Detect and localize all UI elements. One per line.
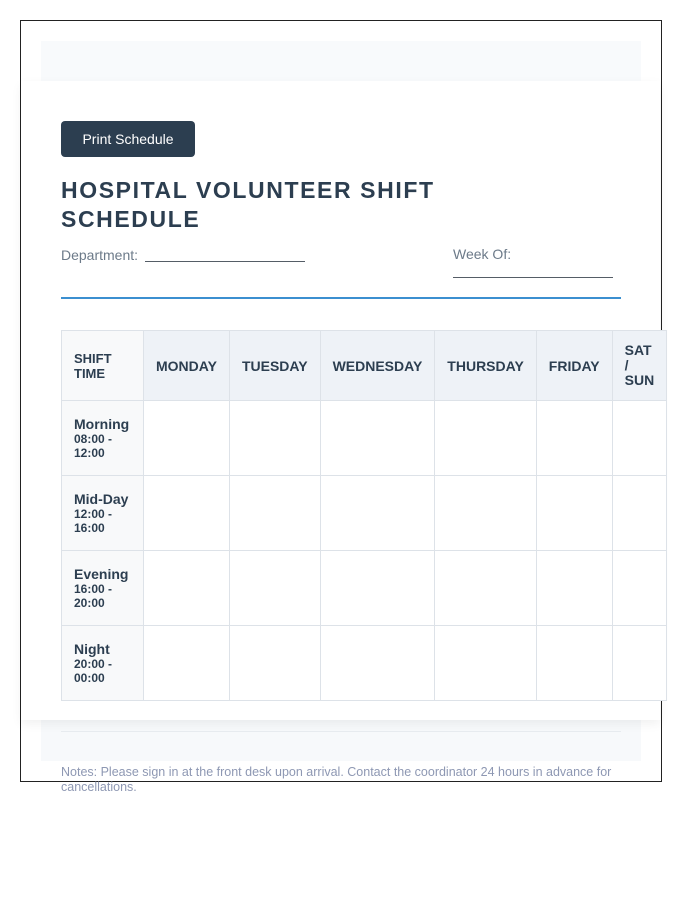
slot-night-sat-sun[interactable] bbox=[612, 626, 667, 701]
department-label: Department: bbox=[61, 247, 139, 263]
column-header-monday: MONDAY bbox=[144, 331, 230, 401]
slot-night-wednesday[interactable] bbox=[320, 626, 435, 701]
slot-night-thursday[interactable] bbox=[435, 626, 537, 701]
column-header-sat-sun: SAT / SUN bbox=[612, 331, 667, 401]
column-header-shift-time: SHIFT TIME bbox=[62, 331, 144, 401]
slot-morning-friday[interactable] bbox=[536, 401, 612, 476]
shift-cell-morning bbox=[62, 401, 144, 476]
table-row bbox=[62, 551, 667, 626]
shift-name: Mid-Day bbox=[74, 491, 129, 507]
shift-name: Night bbox=[74, 641, 110, 657]
table-header-row bbox=[62, 331, 667, 401]
column-header-tuesday: TUESDAY bbox=[229, 331, 320, 401]
slot-night-tuesday[interactable] bbox=[229, 626, 320, 701]
slot-evening-thursday[interactable] bbox=[435, 551, 537, 626]
slot-night-monday[interactable] bbox=[144, 626, 230, 701]
slot-evening-sat-sun[interactable] bbox=[612, 551, 667, 626]
department-field[interactable] bbox=[145, 261, 305, 262]
slot-mid-day-friday[interactable] bbox=[536, 476, 612, 551]
shift-cell-evening bbox=[62, 551, 144, 626]
table-row bbox=[62, 476, 667, 551]
slot-mid-day-tuesday[interactable] bbox=[229, 476, 320, 551]
page-title: HOSPITAL VOLUNTEER SHIFT SCHEDULE bbox=[61, 177, 435, 232]
table-row bbox=[62, 626, 667, 701]
slot-evening-tuesday[interactable] bbox=[229, 551, 320, 626]
column-header-wednesday: WEDNESDAY bbox=[320, 331, 435, 401]
footer-notes: Notes: Please sign in at the front desk upon arrival. Contact the coordinator 24 hours in advance for cancellations. bbox=[61, 765, 612, 794]
footer-divider bbox=[61, 731, 621, 732]
table-row bbox=[62, 401, 667, 476]
slot-morning-thursday[interactable] bbox=[435, 401, 537, 476]
print-schedule-button[interactable]: Print Schedule bbox=[61, 121, 195, 157]
slot-mid-day-sat-sun[interactable] bbox=[612, 476, 667, 551]
column-header-thursday: THURSDAY bbox=[435, 331, 537, 401]
slot-evening-monday[interactable] bbox=[144, 551, 230, 626]
week-of-field[interactable] bbox=[453, 277, 613, 278]
header-band bbox=[41, 41, 641, 81]
shift-cell-night bbox=[62, 626, 144, 701]
column-header-friday: FRIDAY bbox=[536, 331, 612, 401]
shift-schedule-table bbox=[61, 330, 667, 701]
shift-cell-mid-day bbox=[62, 476, 144, 551]
week-of-label: Week Of: bbox=[453, 246, 512, 262]
footer-band bbox=[41, 720, 641, 761]
slot-morning-tuesday[interactable] bbox=[229, 401, 320, 476]
slot-morning-sat-sun[interactable] bbox=[612, 401, 667, 476]
shift-name: Morning bbox=[74, 416, 130, 432]
slot-morning-wednesday[interactable] bbox=[320, 401, 435, 476]
shift-time-range: 08:00 - 12:00 bbox=[74, 432, 113, 460]
slot-mid-day-wednesday[interactable] bbox=[320, 476, 435, 551]
slot-evening-friday[interactable] bbox=[536, 551, 612, 626]
shift-time-range: 12:00 - 16:00 bbox=[74, 507, 113, 535]
header-divider bbox=[61, 297, 621, 299]
slot-night-friday[interactable] bbox=[536, 626, 612, 701]
slot-mid-day-monday[interactable] bbox=[144, 476, 230, 551]
slot-mid-day-thursday[interactable] bbox=[435, 476, 537, 551]
slot-morning-monday[interactable] bbox=[144, 401, 230, 476]
shift-time-range: 16:00 - 20:00 bbox=[74, 582, 113, 610]
slot-evening-wednesday[interactable] bbox=[320, 551, 435, 626]
shift-time-range: 20:00 - 00:00 bbox=[74, 657, 113, 685]
shift-name: Evening bbox=[74, 566, 129, 582]
